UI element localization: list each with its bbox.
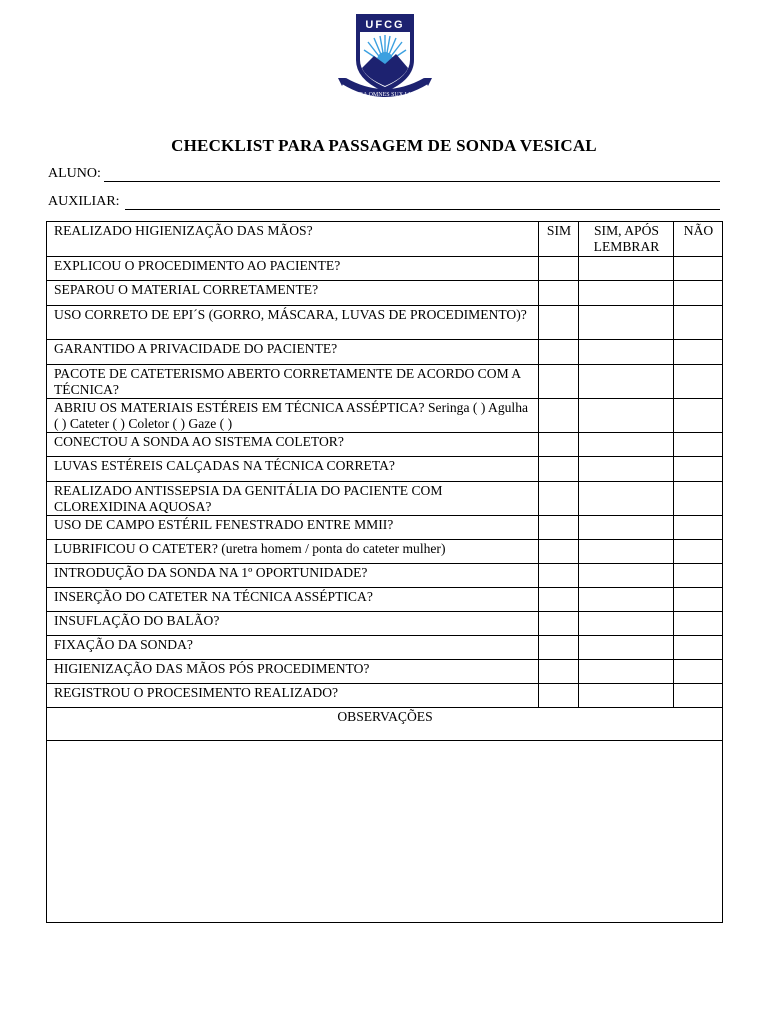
check-cell-yes-after-reminder[interactable] xyxy=(579,457,674,482)
check-cell-yes[interactable] xyxy=(539,306,579,340)
item-text: INSUFLAÇÃO DO BALÃO? xyxy=(47,612,539,636)
check-cell-yes-after-reminder[interactable] xyxy=(579,612,674,636)
check-cell-yes[interactable] xyxy=(539,540,579,564)
item-text: HIGIENIZAÇÃO DAS MÃOS PÓS PROCEDIMENTO? xyxy=(47,660,539,684)
check-cell-yes[interactable] xyxy=(539,564,579,588)
item-text: EXPLICOU O PROCEDIMENTO AO PACIENTE? xyxy=(47,257,539,281)
assistant-field[interactable] xyxy=(48,194,720,210)
table-row xyxy=(47,257,723,281)
item-text: SEPAROU O MATERIAL CORRETAMENTE? xyxy=(47,281,539,306)
table-row xyxy=(47,482,723,516)
table-row xyxy=(47,564,723,588)
table-row xyxy=(47,516,723,540)
check-cell-yes-after-reminder[interactable] xyxy=(579,306,674,340)
check-cell-no[interactable] xyxy=(674,540,723,564)
check-cell-yes-after-reminder[interactable] xyxy=(579,540,674,564)
item-text: LUBRIFICOU O CATETER? (uretra homem / ponta do cateter mulher) xyxy=(47,540,539,564)
check-cell-yes[interactable] xyxy=(539,612,579,636)
check-cell-no[interactable] xyxy=(674,433,723,457)
check-cell-yes[interactable] xyxy=(539,660,579,684)
check-cell-yes-after-reminder[interactable] xyxy=(579,433,674,457)
assistant-name-line[interactable] xyxy=(125,209,720,210)
check-cell-yes-after-reminder[interactable] xyxy=(579,636,674,660)
item-text: PACOTE DE CATETERISMO ABERTO CORRETAMENTE DE ACORDO COM A TÉCNICA? xyxy=(47,365,539,399)
check-cell-no[interactable] xyxy=(674,482,723,516)
check-cell-yes-after-reminder[interactable] xyxy=(579,482,674,516)
item-text: LUVAS ESTÉREIS CALÇADAS NA TÉCNICA CORRETA? xyxy=(47,457,539,482)
student-name-line[interactable] xyxy=(104,181,720,182)
check-cell-no[interactable] xyxy=(674,636,723,660)
check-cell-yes[interactable] xyxy=(539,636,579,660)
observations-row xyxy=(47,741,723,923)
logo-motto: SUPRA OMNES SUX LUCIS xyxy=(348,92,422,98)
col-header-yes: SIM xyxy=(539,222,579,257)
table-row xyxy=(47,660,723,684)
item-text: REALIZADO HIGIENIZAÇÃO DAS MÃOS? xyxy=(47,222,539,257)
table-row xyxy=(47,636,723,660)
check-cell-no[interactable] xyxy=(674,257,723,281)
check-cell-yes[interactable] xyxy=(539,588,579,612)
check-cell-yes[interactable] xyxy=(539,399,579,433)
table-row xyxy=(47,540,723,564)
table-row xyxy=(47,457,723,482)
check-cell-yes[interactable] xyxy=(539,516,579,540)
check-cell-no[interactable] xyxy=(674,588,723,612)
check-cell-no[interactable] xyxy=(674,281,723,306)
table-row xyxy=(47,340,723,365)
page-title: CHECKLIST PARA PASSAGEM DE SONDA VESICAL xyxy=(171,136,597,155)
check-cell-no[interactable] xyxy=(674,399,723,433)
student-field[interactable] xyxy=(48,166,720,182)
check-cell-yes-after-reminder[interactable] xyxy=(579,365,674,399)
item-text: CONECTOU A SONDA AO SISTEMA COLETOR? xyxy=(47,433,539,457)
check-cell-no[interactable] xyxy=(674,684,723,708)
item-text: FIXAÇÃO DA SONDA? xyxy=(47,636,539,660)
check-cell-yes[interactable] xyxy=(539,257,579,281)
table-row xyxy=(47,588,723,612)
check-cell-yes-after-reminder[interactable] xyxy=(579,257,674,281)
table-row xyxy=(47,433,723,457)
item-text: REALIZADO ANTISSEPSIA DA GENITÁLIA DO PACIENTE COM CLOREXIDINA AQUOSA? xyxy=(47,482,539,516)
check-cell-yes-after-reminder[interactable] xyxy=(579,281,674,306)
col-header-no: NÃO xyxy=(674,222,723,257)
item-text: GARANTIDO A PRIVACIDADE DO PACIENTE? xyxy=(47,340,539,365)
table-row xyxy=(47,306,723,340)
check-cell-yes-after-reminder[interactable] xyxy=(579,564,674,588)
check-cell-yes[interactable] xyxy=(539,340,579,365)
table-row xyxy=(47,612,723,636)
item-text: INSERÇÃO DO CATETER NA TÉCNICA ASSÉPTICA? xyxy=(47,588,539,612)
check-cell-no[interactable] xyxy=(674,516,723,540)
check-cell-no[interactable] xyxy=(674,365,723,399)
check-cell-yes-after-reminder[interactable] xyxy=(579,516,674,540)
check-cell-yes-after-reminder[interactable] xyxy=(579,399,674,433)
col-header-yes-after-reminder: SIM, APÓS LEMBRAR xyxy=(579,222,674,257)
observations-label: OBSERVAÇÕES xyxy=(47,708,723,741)
check-cell-no[interactable] xyxy=(674,340,723,365)
check-cell-yes[interactable] xyxy=(539,457,579,482)
table-row xyxy=(47,281,723,306)
check-cell-no[interactable] xyxy=(674,660,723,684)
item-text: REGISTROU O PROCESIMENTO REALIZADO? xyxy=(47,684,539,708)
check-cell-no[interactable] xyxy=(674,564,723,588)
item-text: USO DE CAMPO ESTÉRIL FENESTRADO ENTRE MMII? xyxy=(47,516,539,540)
item-text: USO CORRETO DE EPI´S (GORRO, MÁSCARA, LUVAS DE PROCEDIMENTO)? xyxy=(47,306,539,340)
check-cell-yes[interactable] xyxy=(539,433,579,457)
check-cell-yes[interactable] xyxy=(539,482,579,516)
checklist-table xyxy=(46,221,723,923)
item-text: ABRIU OS MATERIAIS ESTÉREIS EM TÉCNICA ASSÉPTICA? Seringa ( ) Agulha ( ) Cateter ( ) Coletor ( ) Gaze ( ) xyxy=(47,399,539,433)
observations-box[interactable] xyxy=(47,741,723,923)
table-row xyxy=(47,684,723,708)
check-cell-no[interactable] xyxy=(674,612,723,636)
table-row xyxy=(47,399,723,433)
ufcg-logo xyxy=(336,12,434,104)
check-cell-yes-after-reminder[interactable] xyxy=(579,660,674,684)
check-cell-yes-after-reminder[interactable] xyxy=(579,684,674,708)
logo-abbr: UFCG xyxy=(365,19,405,31)
observations-header-row xyxy=(47,708,723,741)
item-text: INTRODUÇÃO DA SONDA NA 1º OPORTUNIDADE? xyxy=(47,564,539,588)
check-cell-yes[interactable] xyxy=(539,281,579,306)
check-cell-yes[interactable] xyxy=(539,365,579,399)
check-cell-no[interactable] xyxy=(674,457,723,482)
check-cell-yes-after-reminder[interactable] xyxy=(579,340,674,365)
check-cell-yes[interactable] xyxy=(539,684,579,708)
check-cell-no[interactable] xyxy=(674,306,723,340)
assistant-label: AUXILIAR: xyxy=(48,194,120,209)
student-label: ALUNO: xyxy=(48,166,101,181)
check-cell-yes-after-reminder[interactable] xyxy=(579,588,674,612)
table-row xyxy=(47,365,723,399)
table-row xyxy=(47,222,723,257)
